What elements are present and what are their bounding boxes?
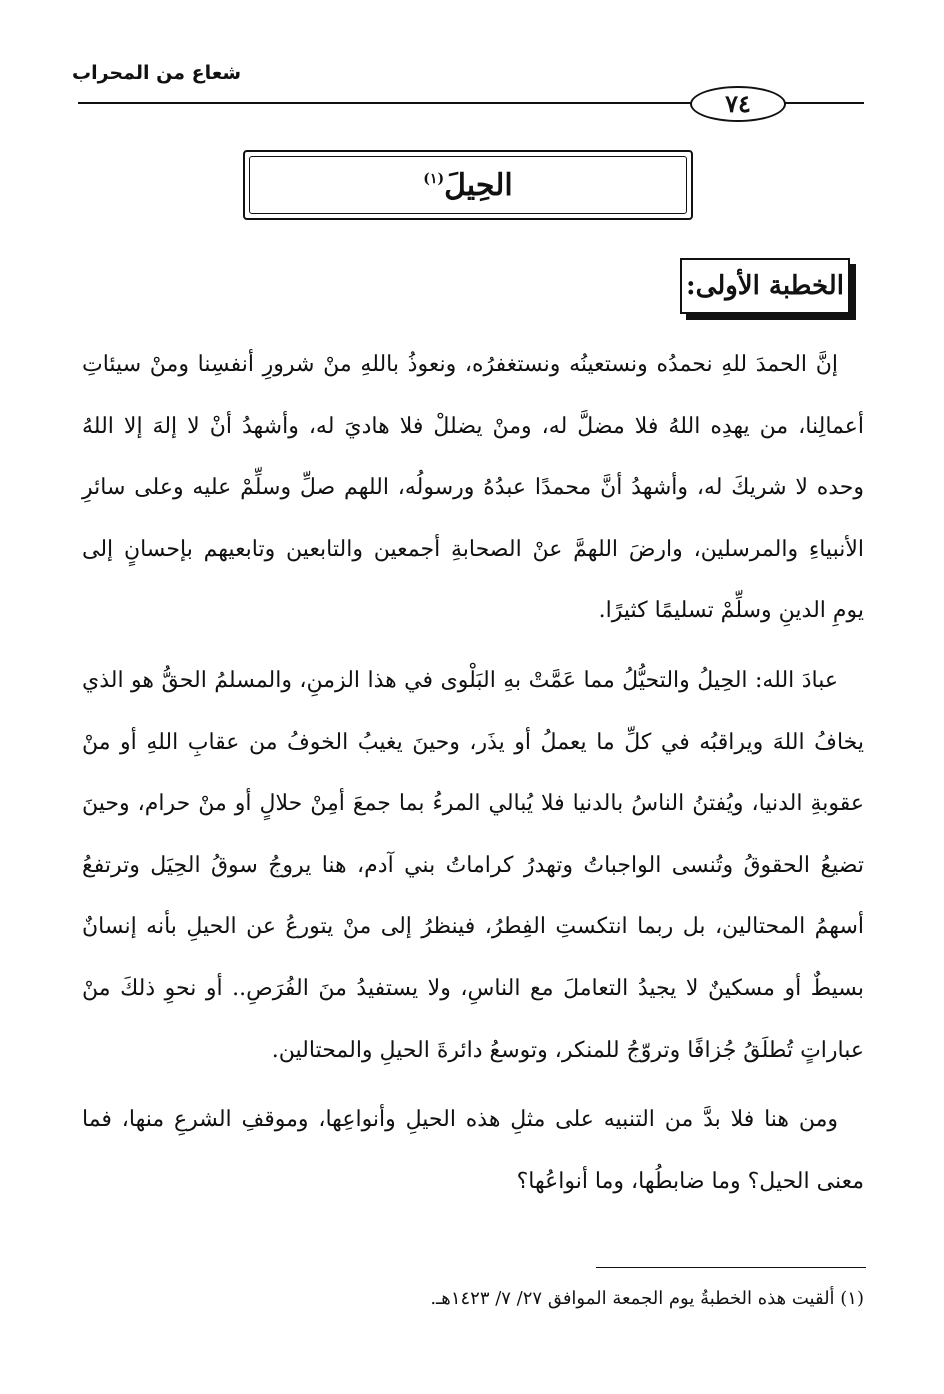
chapter-title-frame (243, 150, 693, 220)
paragraph-opening-praise: إنَّ الحمدَ للهِ نحمدُه ونستعينُه ونستغفرُه، ونعوذُ باللهِ منْ شرورِ أنفسِنا ومنْ سيئاتِ أعمالِنا، من يهدِه اللهُ فلا مضلَّ له، ومنْ يضللْ فلا هاديَ له، وأشهدُ أنْ لا إلهَ إلا اللهُ وحده لا شريكَ له، وأشهدُ أنَّ محمدًا عبدُهُ ورسولُه، اللهم صلِّ وسلِّمْ عليه وعلى سائرِ الأنبياءِ والمرسلين، وارضَ اللهمَّ عنْ الصحابةِ أجمعين والتابعين وتابعيهم بإحسانٍ إلى يومِ الدينِ وسلِّمْ تسليمًا كثيرًا. (82, 352, 864, 624)
footnote-marker[interactable]: (١) (423, 171, 445, 187)
paragraph-questions: ومن هنا فلا بدَّ من التنبيه على مثلِ هذه الحيلِ وأنواعِها، وموقفِ الشرعِ منها، فما معنى الحيل؟ وما ضابطُها، وما أنواعُها؟ (82, 1107, 864, 1194)
section-heading: الخطبة الأولى: (680, 258, 850, 314)
chapter-title-text: الحِيلَ (444, 167, 513, 203)
chapter-title (245, 152, 691, 218)
body-text (82, 334, 864, 1212)
footnote: (١) ألقيت هذه الخطبةُ يوم الجمعة الموافق ٢٧/ ٧/ ١٤٢٣هـ. (430, 1288, 864, 1309)
page-number: ٧٤ (690, 86, 786, 122)
paragraph-tricks-intro: عبادَ الله: الحِيلُ والتحيُّلُ مما عَمَّتْ بهِ البَلْوى في هذا الزمنِ، والمسلمُ الحقُّ هو الذي يخافُ اللهَ ويراقبُه في كلِّ ما يعملُ أو يذَر، وحينَ يغيبُ الخوفُ من عقابِ اللهِ أو منْ عقوبةِ الدنيا، ويُفتنُ الناسُ بالدنيا فلا يُبالي المرءُ بما جمعَ أمِنْ حلالٍ أو منْ حرام، وحينَ تضيعُ الحقوقُ وتُنسى الواجباتُ وتهدرُ كراماتُ بني آدم، هنا يروجُ سوقُ الحِيَل وترتفعُ أسهمُ المحتالين، بل ربما انتكستِ الفِطرُ، فينظرُ إلى منْ يتورعُ عن الحيلِ بأنه إنسانٌ بسيطٌ أو مسكينٌ لا يجيدُ التعاملَ مع الناسِ، ولا يستفيدُ منَ الفُرَصِ.. أو نحوِ ذلكَ منْ عباراتٍ تُطلَقُ جُزافًا وتروّجُ للمنكر، وتوسعُ دائرةَ الحيلِ والمحتالين. (82, 667, 864, 1063)
running-title: شعاع من المحراب (72, 62, 242, 84)
footnote-rule (596, 1267, 866, 1268)
